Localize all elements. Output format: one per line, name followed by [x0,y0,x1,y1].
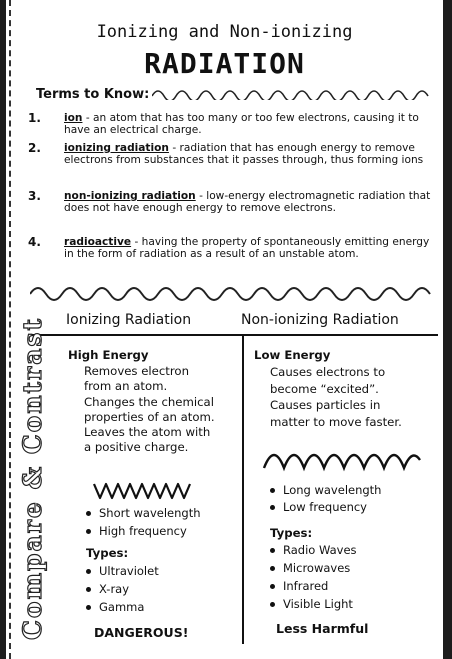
title-line-1: Ionizing and Non-ionizing [96,22,353,42]
ionizing-wave-bullet: Short wavelength [86,506,201,520]
nonionizing-property-line: Causes particles in [270,398,381,412]
ionizing-type-item: Gamma [86,600,144,614]
nonionizing-type-item: Radio Waves [270,543,357,557]
nonionizing-column-heading: Non-ionizing Radiation [241,312,399,328]
short-wavelength-wave [92,480,198,502]
ionizing-property-line: Leaves the atom with [84,425,211,440]
ionizing-conclusion: DANGEROUS! [94,625,189,640]
ionizing-column-heading: Ionizing Radiation [66,312,192,328]
term-item-ion [28,112,438,142]
terms-heading: Terms to Know: [36,87,150,102]
term-number: 1. [28,111,41,125]
nonionizing-properties [270,364,438,430]
term-definition: - radiation that has enough energy to remove electrons from substances that it passes through, thus forming ions [64,142,424,166]
dashed-margin-line [9,0,11,659]
heading-underline [28,334,438,336]
nonionizing-property-line: matter to move faster. [270,414,402,429]
ionizing-type-item: Ultraviolet [86,564,159,578]
ionizing-property-line: Removes electron [84,364,189,378]
nonionizing-type-item: Visible Light [270,597,353,611]
term-word: non-ionizing radiation [64,190,196,202]
ionizing-type-item: X-ray [86,582,129,596]
nonionizing-types-label: Types: [270,526,313,540]
ionizing-types-label: Types: [86,546,129,560]
ionizing-wave-bullet: High frequency [86,524,187,538]
ionizing-energy: High Energy [68,348,149,362]
long-wavelength-wave [262,440,424,474]
ionizing-property-line: from an atom. [84,379,168,394]
title-line-2: RADIATION [144,47,305,80]
worksheet [6,0,443,659]
nonionizing-property-line: Causes electrons to [270,365,386,379]
ionizing-property-line: a positive charge. [84,440,189,455]
nonionizing-energy: Low Energy [254,348,331,362]
ionizing-property-line: Changes the chemical [84,394,214,409]
term-number: 2. [28,141,41,155]
term-number: 4. [28,235,41,249]
compare-contrast-label: Compare & Contrast [18,316,47,640]
nonionizing-wave-bullet: Long wavelength [270,483,381,497]
nonionizing-type-item: Microwaves [270,561,350,575]
term-definition: - having the property of spontaneously emitting energy in the form of radiation as a result of an unstable atom. [64,236,430,260]
term-definition: - low-energy electromagnetic radiation that does not have enough energy to remove electrons. [64,190,431,214]
ionizing-properties [84,364,242,456]
nonionizing-conclusion: Less Harmful [276,621,369,636]
section-squiggle-divider [30,282,438,302]
ionizing-property-line: properties of an atom. [84,409,215,424]
term-word: radioactive [64,236,132,248]
column-divider [242,334,244,644]
term-item-radioactive [28,236,438,280]
term-definition: - an atom that has too many or too few electrons, causing it to have an electrical charge. [64,112,419,136]
nonionizing-type-item: Infrared [270,579,328,593]
term-number: 3. [28,189,41,203]
term-item-ionizing-radiation [28,142,438,188]
term-item-non-ionizing-radiation [28,190,438,234]
nonionizing-property-line: become “excited”. [270,381,379,396]
term-word: ion [64,112,83,124]
term-word: ionizing radiation [64,142,169,154]
terms-squiggle-decoration [152,86,438,100]
nonionizing-wave-bullet: Low frequency [270,500,367,514]
